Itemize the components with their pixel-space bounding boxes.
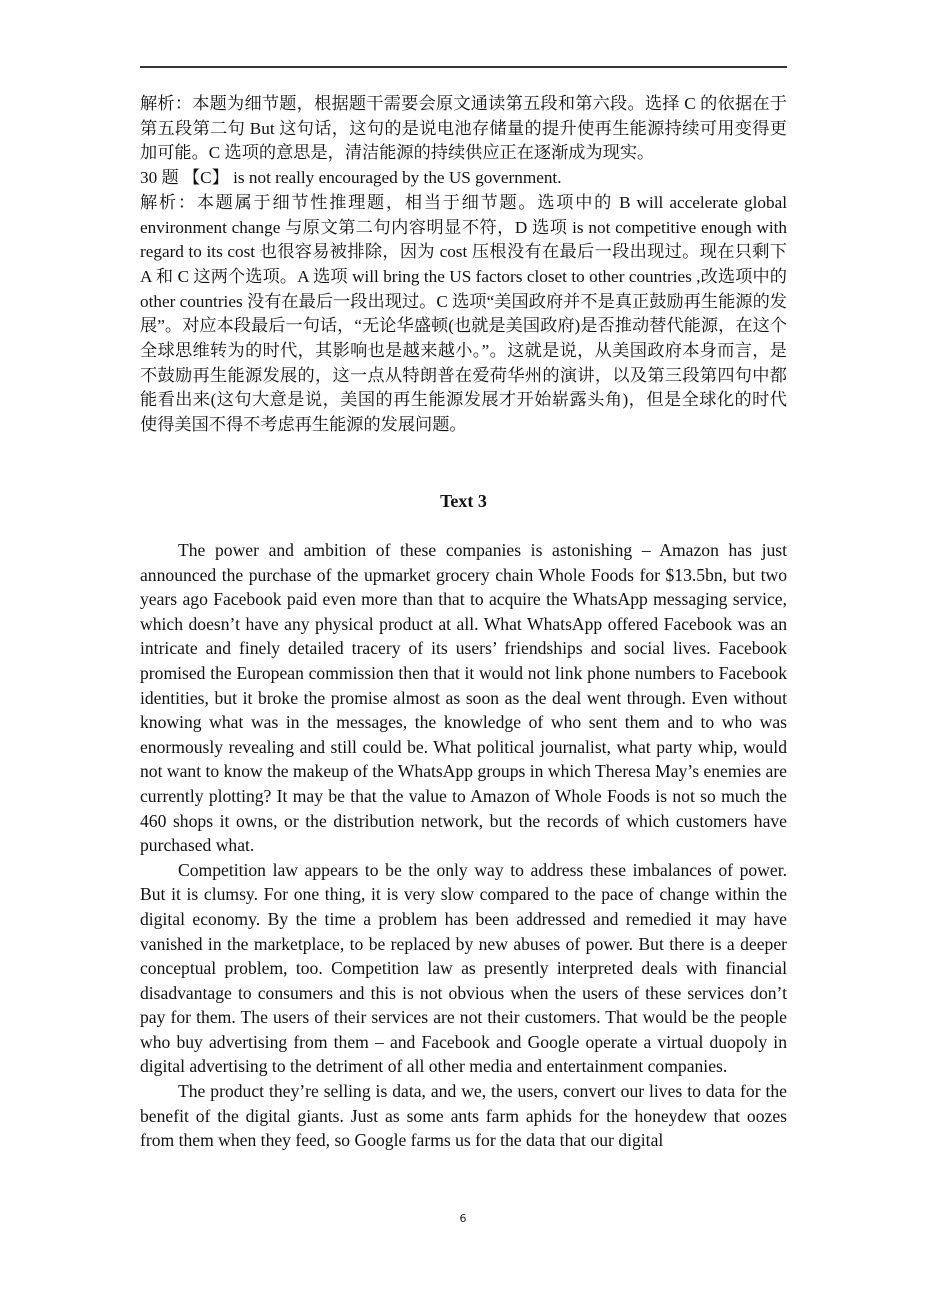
analysis-29: 解析：本题为细节题，根据题干需要会原文通读第五段和第六段。选择 C 的依据在于第五段第二句 But 这句话，这句的是说电池存储量的提升使再生能源持续可用变得更加可能。C 选项的意思是，清洁能源的持续供应正在逐渐成为现实。 bbox=[140, 94, 787, 163]
section-title: Text 3 bbox=[440, 491, 487, 511]
passage-paragraph-2: Competition law appears to be the only way to address these imbalances of power. But it is clumsy. For one thing, it is very slow compared to the pace of change within the digital economy. By the time a problem has been addressed and remedied it may have vanished in the marketplace, to be replaced by new abuses of power. But there is a deeper conceptual problem, too. Competition law as presently interpreted deals with financial disadvantage to consumers and this is not obvious when the users of these services don’t pay for them. The users of their services are not their customers. That would be the people who buy advertising from them – and Facebook and Google operate a virtual duopoly in digital advertising to the detriment of all other media and entertainment companies. bbox=[140, 859, 787, 1077]
analysis-30: 解析：本题属于细节性推理题，相当于细节题。选项中的 B will accelerate global environment change 与原文第二句内容明显不符，D 选项 is not competitive enough with regard to its cost 也很容易被排除，因为 cost 压根没有在最后一段出现过。现在只剩下 A 和 C 这两个选项。A 选项 will bring the US factors closet to other countries ,改选项中的 other countries 没有在最后一段出现过。C 选项“美国政府并不是真正鼓励再生能源的发展”。对应本段最后一句话，“无论华盛顿(也就是美国政府)是否推动替代能源，在这个全球思维转为的时代，其影响也是越来越小。”。这就是说，从美国政府本身而言，是不鼓励再生能源发展的，这一点从特朗普在爱荷华州的演讲，以及第三段第四句中都能看出来(这句大意是说，美国的再生能源发展才开始崭露头角)，但是全球化的时代使得美国不得不考虑再生能源的发展问题。 bbox=[140, 192, 787, 435]
passage-text-3 bbox=[140, 538, 787, 1153]
passage-paragraph-1: The power and ambition of these companies is astonishing – Amazon has just announced the purchase of the upmarket grocery chain Whole Foods for $13.5bn, but two years ago Facebook paid even more than that to acquire the WhatsApp messaging service, which doesn’t have any physical product at all. What WhatsApp offered Facebook was an intricate and finely detailed tracery of its users’ friendships and social lives. Facebook promised the European commission then that it would not link phone numbers to Facebook identities, but it broke the promise almost as soon as the deal went through. Even without knowing what was in the messages, the knowledge of who sent them and to who was enormously revealing and still could be. What political journalist, what party whip, would not want to know the makeup of the WhatsApp groups in which Theresa May’s enemies are currently plotting? It may be that the value to Amazon of Whole Foods is not so much the 460 shops it owns, or the distribution network, but the records of which customers have purchased what. bbox=[140, 540, 787, 856]
question-answer: 【C】 bbox=[182, 168, 229, 188]
passage-paragraph-3: The product they’re selling is data, and we, the users, convert our lives to data for the benefit of the digital giants. Just as some ants farm aphids for the honeydew that oozes from them when they feed, so Google farms us for the data that our digital bbox=[140, 1081, 787, 1151]
header-rule bbox=[140, 66, 787, 68]
page-number: 6 bbox=[459, 1212, 467, 1225]
question-option-text: is not really encouraged by the US government. bbox=[233, 168, 562, 188]
question-30-line bbox=[140, 166, 787, 191]
question-number: 30 题 bbox=[140, 168, 179, 188]
answer-analysis-section bbox=[140, 92, 787, 438]
